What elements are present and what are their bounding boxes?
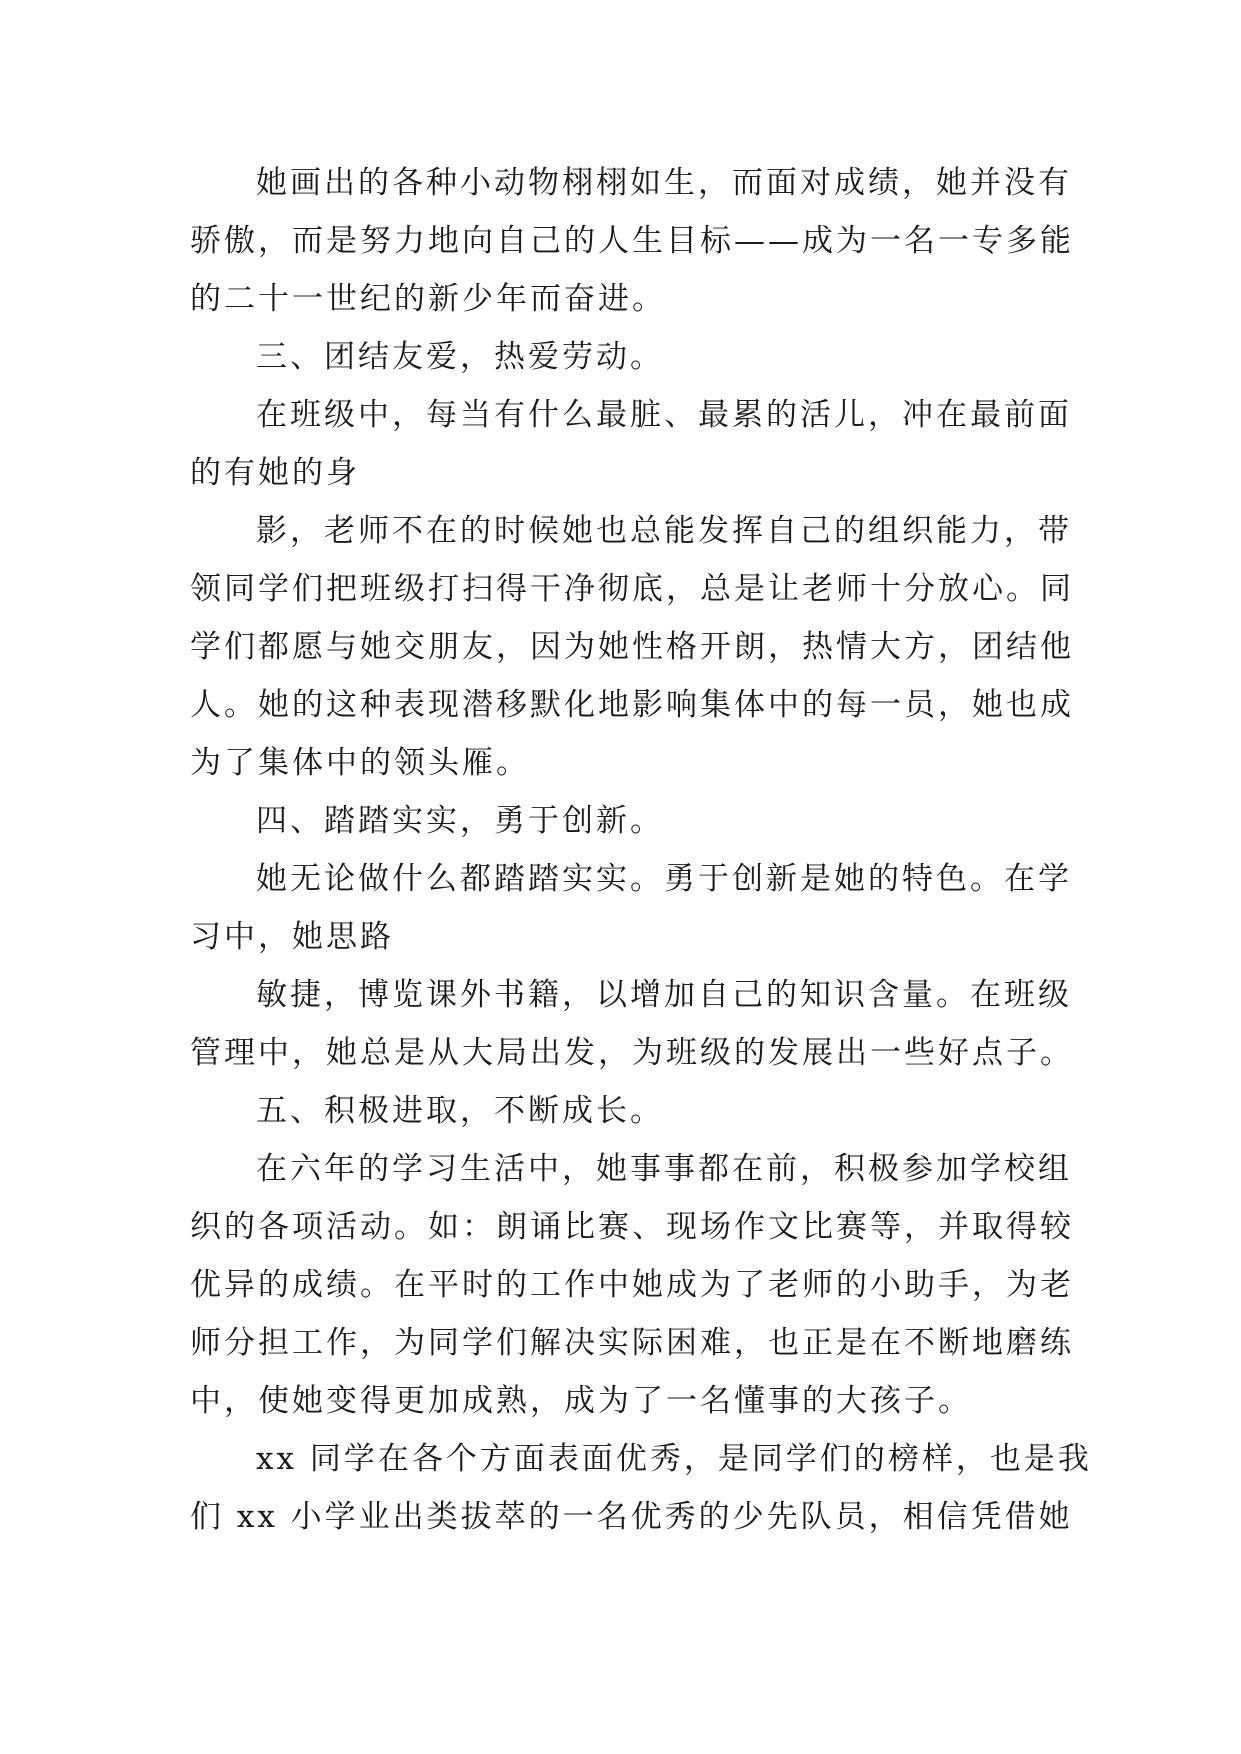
text-line: 在班级中，每当有什么最脏、最累的活儿，冲在最前面 (256, 397, 1072, 433)
text-line: 她无论做什么都踏踏实实。勇于创新是她的特色。在学 (256, 861, 1072, 897)
text-line: 她画出的各种小动物栩栩如生，而面对成绩，她并没有 (256, 165, 1072, 201)
text-line: 优异的成绩。在平时的工作中她成为了老师的小助手，为老 (190, 1267, 1074, 1303)
document-body (190, 154, 1092, 1546)
text-line: 织的各项活动。如：朗诵比赛、现场作文比赛等，并取得较 (190, 1209, 1074, 1245)
text-line: 骄傲，而是努力地向自己的人生目标——成为一名一专多能 (190, 223, 1074, 259)
text-line: xx 同学在各个方面表面优秀，是同学们的榜样，也是我 (256, 1441, 1092, 1477)
text-line: 的二十一世纪的新少年而奋进。 (190, 281, 666, 317)
text-line: 影，老师不在的时候她也总能发挥自己的组织能力，带 (256, 513, 1072, 549)
text-line: 领同学们把班级打扫得干净彻底，总是让老师十分放心。同 (190, 571, 1074, 607)
text-line: 的有她的身 (190, 455, 360, 491)
section-heading: 四、踏踏实实，勇于创新。 (256, 803, 664, 839)
text-line: 学们都愿与她交朋友，因为她性格开朗，热情大方，团结他 (190, 629, 1074, 665)
section-heading: 五、积极进取，不断成长。 (256, 1093, 664, 1129)
text-line: 师分担工作，为同学们解决实际困难，也正是在不断地磨练 (190, 1325, 1074, 1361)
text-line: 们 xx 小学业出类拔萃的一名优秀的少先队员，相信凭借她 (190, 1499, 1073, 1535)
text-line: 敏捷，博览课外书籍，以增加自己的知识含量。在班级 (256, 977, 1072, 1013)
section-heading: 三、团结友爱，热爱劳动。 (256, 339, 664, 375)
text-line: 中，使她变得更加成熟，成为了一名懂事的大孩子。 (190, 1383, 972, 1419)
text-line: 习中，她思路 (190, 919, 394, 955)
text-line: 管理中，她总是从大局出发，为班级的发展出一些好点子。 (190, 1035, 1074, 1071)
text-line: 为了集体中的领头雁。 (190, 745, 530, 781)
text-line: 在六年的学习生活中，她事事都在前，积极参加学校组 (256, 1151, 1072, 1187)
text-line: 人。她的这种表现潜移默化地影响集体中的每一员，她也成 (190, 687, 1074, 723)
